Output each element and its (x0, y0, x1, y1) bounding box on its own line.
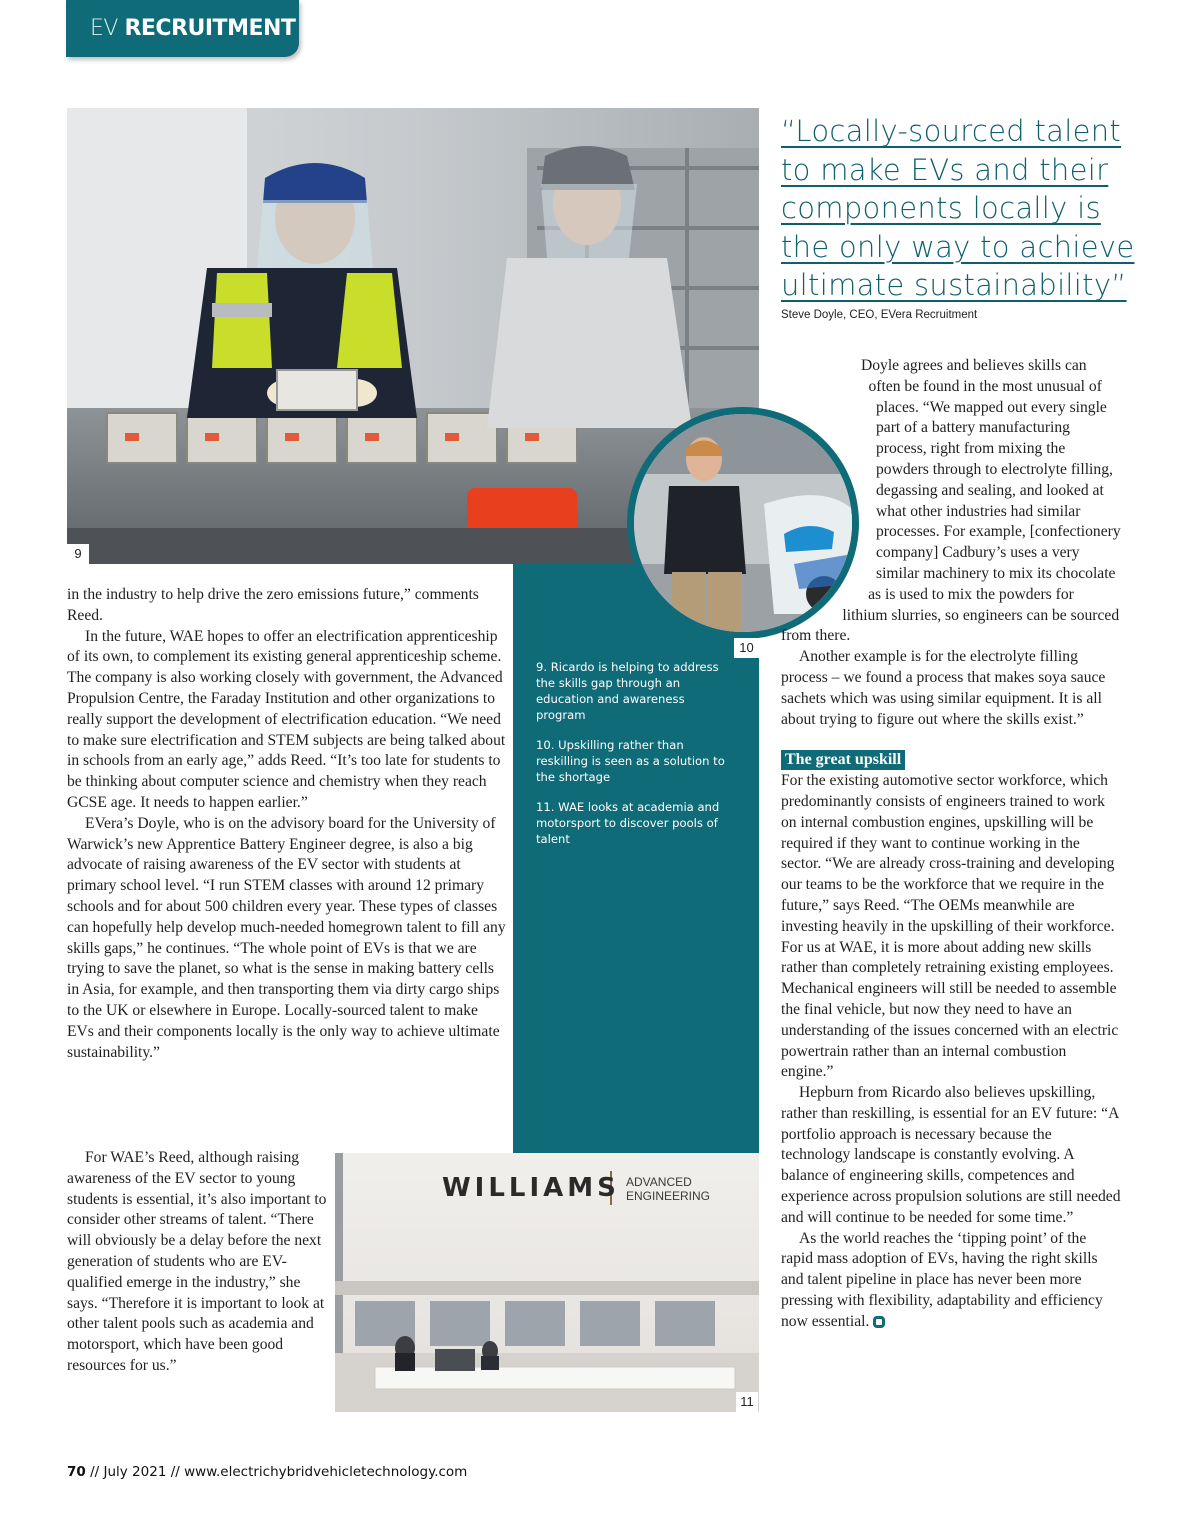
subheading: The great upskill (781, 750, 905, 770)
article-column-1 (67, 585, 507, 1063)
page-number: 70 (67, 1464, 86, 1480)
figure-number-10: 10 (734, 638, 759, 658)
issue-date: July 2021 (103, 1464, 167, 1480)
section-label-bold: RECRUITMENT (124, 16, 296, 41)
pull-quote-line-4: the only way to achieve (781, 229, 1135, 264)
figure-number-11: 11 (736, 1392, 758, 1412)
paragraph: For WAE’s Reed, although raising awareness of the EV sector to young students is essential, it’s also important to consider other streams of talent. “There will obviously be a delay before the next generation of students who are EV-qualified emerge in the industry,” she says. “Therefore it is important to look at other talent pools such as academia and motorsport, which have been good resources for us.” (67, 1149, 327, 1374)
end-mark-icon (873, 1316, 885, 1328)
pull-quote-attribution: Steve Doyle, CEO, EVera Recruitment (781, 309, 978, 321)
website-url: www.electrichybridvehicletechnology.com (184, 1464, 468, 1480)
paragraph: Another example is for the electrolyte filling process – we found a process that makes soya sauce sachets which was using similar equipment. It is all about trying to figure out where the skills exist.” (781, 648, 1106, 728)
photo-williams-facility (335, 1153, 759, 1412)
article-column-1-continued (67, 1148, 329, 1377)
caption-11: 11. WAE looks at academia and motorsport to discover pools of talent (536, 800, 720, 846)
williams-wordmark: WILLIAMS (442, 1173, 620, 1203)
article-column-3 (781, 356, 1121, 1333)
paragraph: in the industry to help drive the zero emissions future,” comments Reed. (67, 586, 479, 624)
advanced-engineering-line-2: ENGINEERING (626, 1189, 711, 1203)
pull-quote-line-2: to make EVs and their (781, 152, 1109, 187)
paragraph: In the future, WAE hopes to offer an electrification apprenticeship of its own, to complement its existing general apprenticeship scheme. The company is also working closely with government, the Advanced Propulsion Centre, the Faraday Institution and other organizations to really support the development of electrification education. “We need to make sure electrification and STEM subjects are being talked about in schools from an early age,” adds Reed. “It’s too late for students to be thinking about computer science and chemistry when they reach GCSE age. It needs to happen earlier.” (67, 627, 506, 811)
pull-quote-line-1: “Locally-sourced talent (781, 114, 1122, 148)
advanced-engineering-line-1: ADVANCED (626, 1175, 692, 1189)
section-label-light: EV (90, 16, 118, 41)
final-paragraph-text: As the world reaches the ‘tipping point’ of the rapid mass adoption of EVs, having the right skills and talent pipeline in place has never been more pressing with flexibility, adaptability and efficiency now essential. (781, 1229, 1103, 1330)
caption-9: 9. Ricardo is helping to address the skills gap through an education and awareness program (536, 660, 719, 722)
paragraph: Doyle agrees and believes skills can often be found in the most unusual of places. “We mapped out every single part of a battery manufacturing process, right from mixing the powders through to electrolyte filling, degassing and sealing, and looked at what other industries had similar processes. For example, [confectionery company] Cadbury’s uses a very similar machinery to mix its chocolate as is used to mix the powders for lithium slurries, so engineers can be sourced from there. (781, 357, 1121, 645)
pull-quote-line-3: components locally is (781, 191, 1101, 225)
paragraph: Hepburn from Ricardo also believes upskilling, rather than reskilling, is essential for an EV future: “A portfolio approach is necessary because the technology landscape is constantly evolving. A balance of engineering skills, competences and experience across propulsion solutions are still needed and will continue to be needed for some time.” (781, 1084, 1121, 1226)
paragraph (781, 1229, 1121, 1333)
page-footer (67, 1464, 467, 1480)
footer-separator: // (85, 1464, 104, 1480)
section-tab (66, 0, 299, 57)
footer-separator: // (166, 1464, 185, 1480)
caption-10: 10. Upskilling rather than reskilling is seen as a solution to the shortage (536, 738, 725, 784)
paragraph: For the existing automotive sector workforce, which predominantly consists of engineers trained to work on internal combustion engines, upskilling will be required if they want to continue working in the sector. “We are already cross-training and developing our teams to be the workforce that we require in the future,” says Reed. “The OEMs meanwhile are investing heavily in the upskilling of their workforce. For us at WAE, it is more about adding new skills rather than completely retraining existing employees. Mechanical engineers will still be needed to assemble the final vehicle, but now they need to have an understanding of the issues concerned with an electric powertrain rather than an internal combustion engine.” (781, 772, 1119, 1081)
pull-quote (781, 112, 1161, 305)
figure-number-9: 9 (67, 544, 89, 564)
captions (536, 659, 736, 861)
pull-quote-line-5: ultimate sustainability” (781, 268, 1127, 302)
williams-logo (442, 1173, 742, 1207)
paragraph: EVera’s Doyle, who is on the advisory board for the University of Warwick’s new Apprentice Battery Engineer degree, is also a big advocate of raising awareness of the EV sector with students at primary school level. “I run STEM classes with around 12 primary schools and for about 500 children every year. These types of classes can hopefully help develop much-needed homegrown talent to fill any skills gaps,” he continues. “The whole point of EVs is that we are trying to save the planet, so what is the sense in making battery cells in Asia, for example, and then transporting them via dirty cargo ships to the UK or elsewhere in Europe. Locally-sourced talent to make EVs and their components locally is the only way to achieve ultimate sustainability.” (67, 814, 506, 1061)
